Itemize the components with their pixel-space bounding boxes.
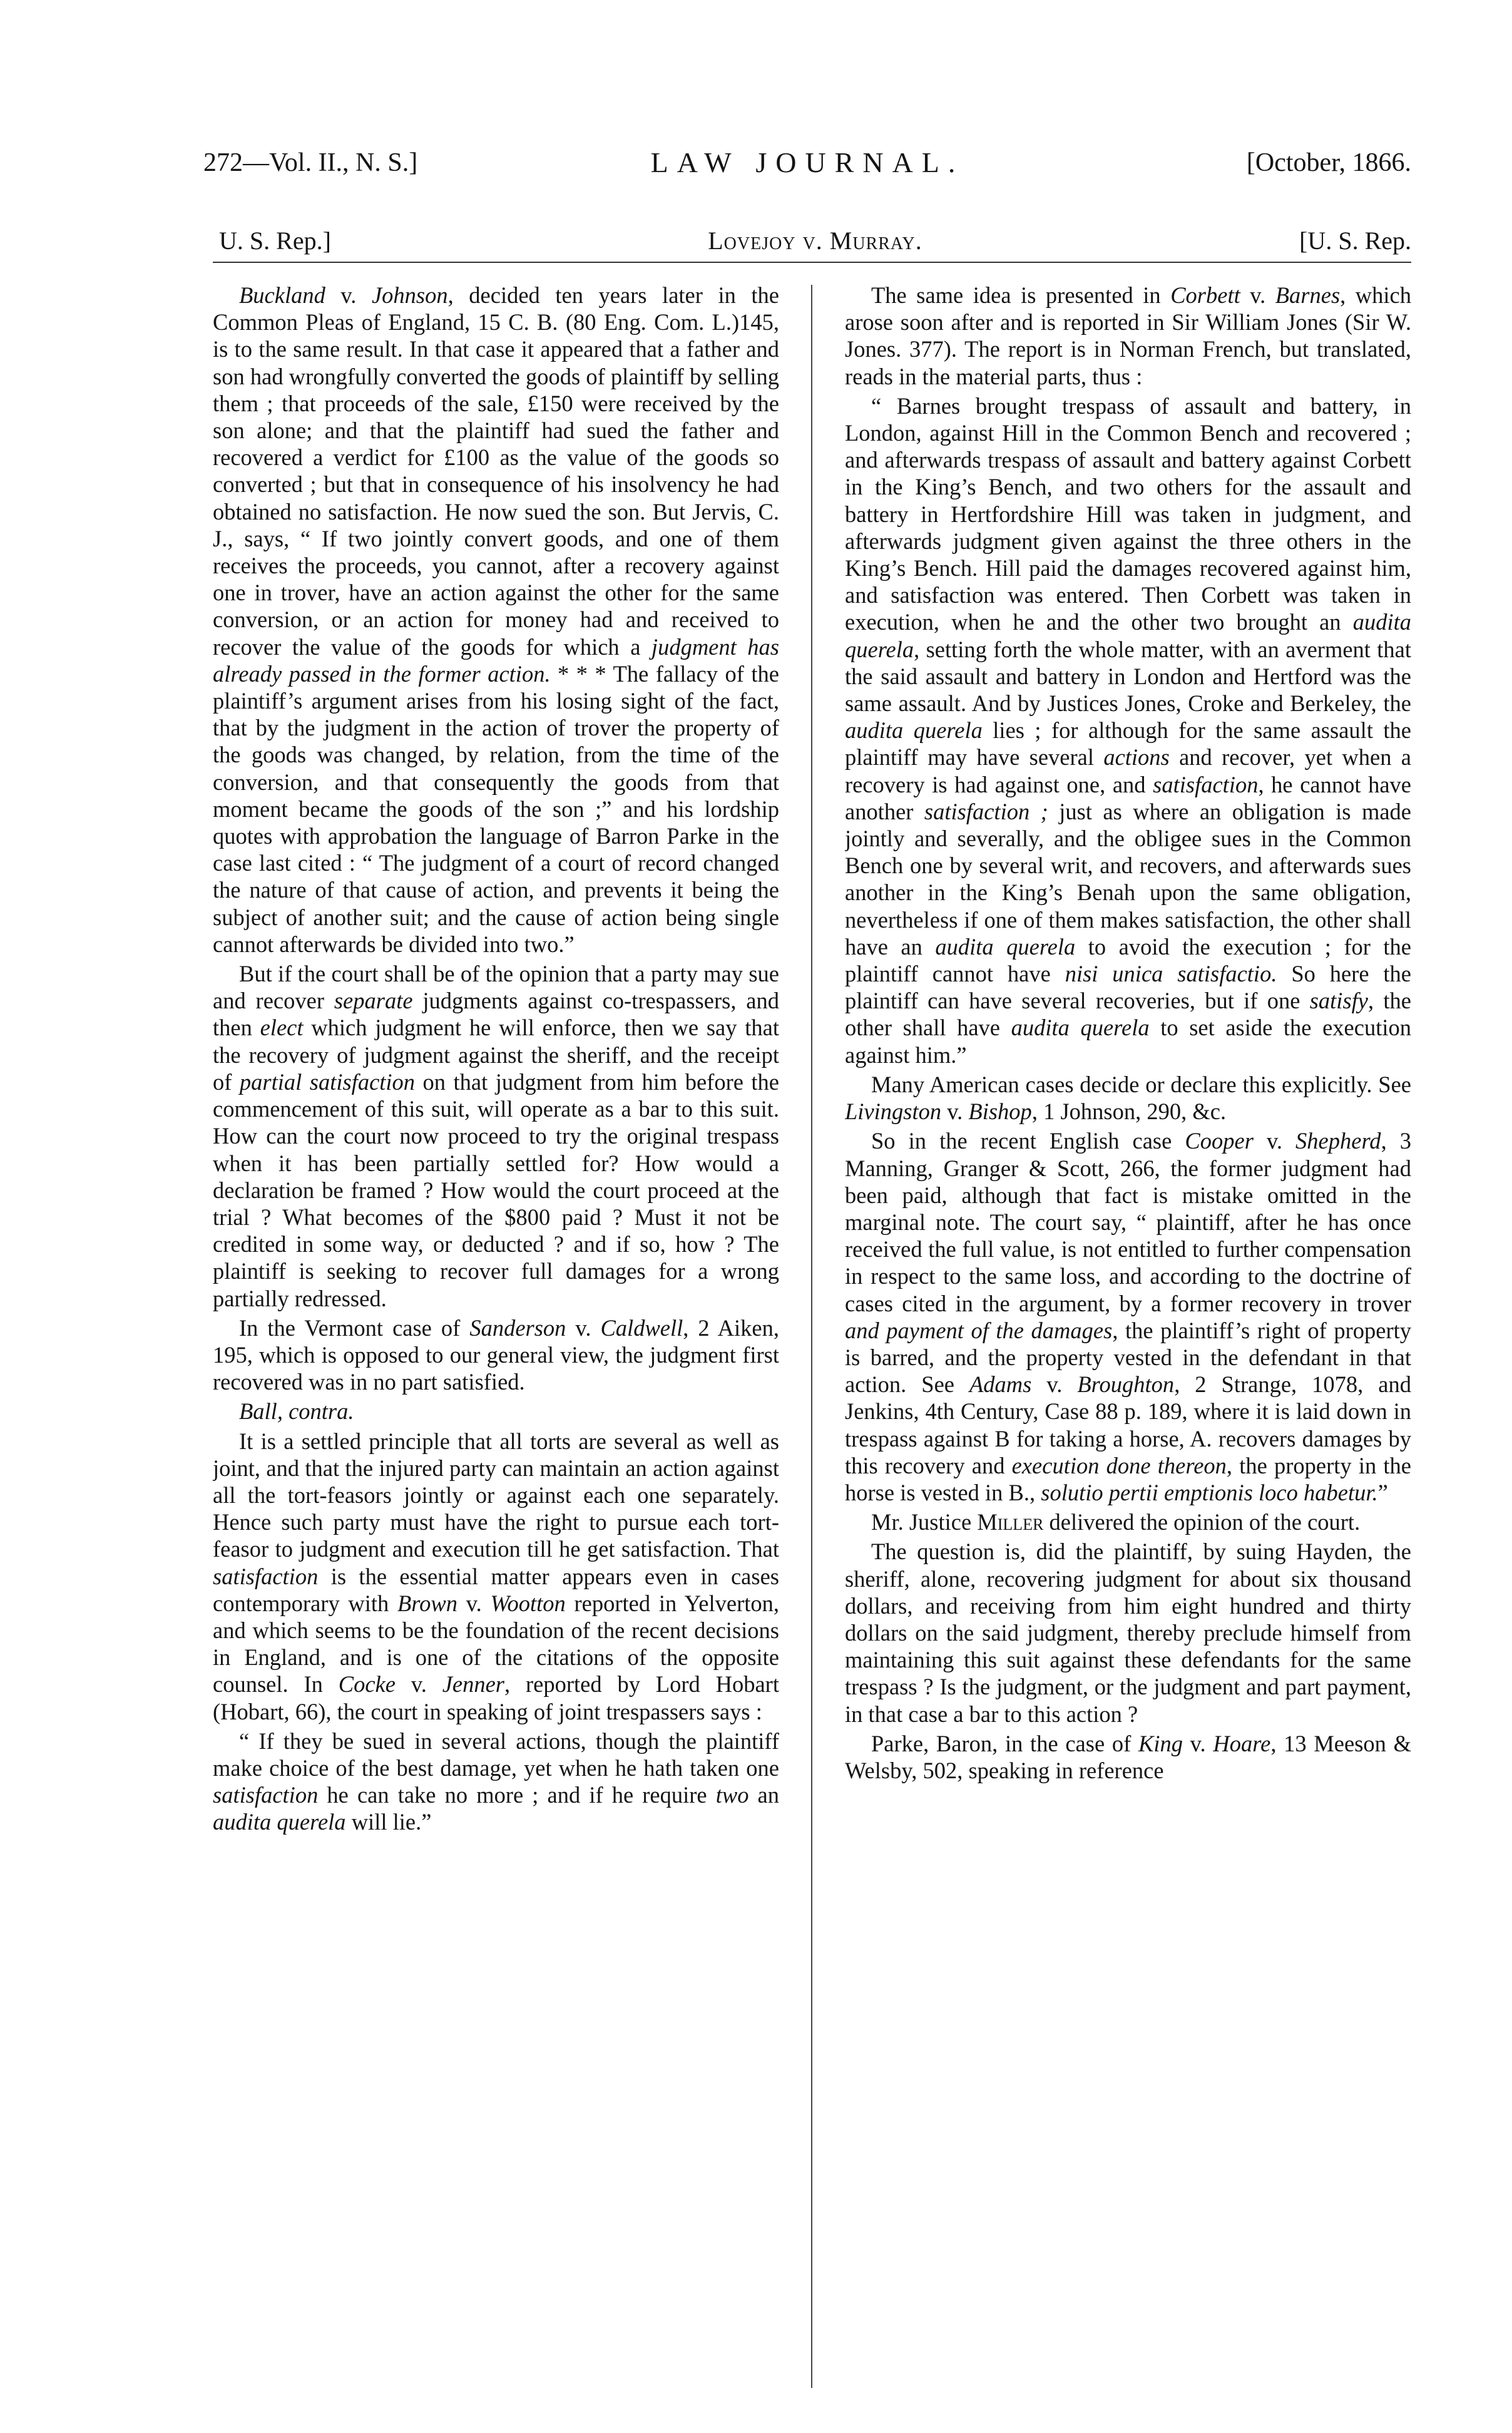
paragraph <box>213 1398 779 1425</box>
header-date: [October, 1866. <box>1246 148 1411 177</box>
paragraph: But if the court shall be of the opinion that a party may sue and recover separate judgments against co-trespassers, and then elect which judgment he will enforce, then we say that the recovery of judgment against the sheriff, and the receipt of partial satisfaction on that judgment from him before the commencement of this suit, will operate as a bar to this suit. How can the court now proceed to try the original trespass when it has been partially settled for? How would a declaration be framed ? How would the court proceed at the trial ? What becomes of the $800 paid ? Must it not be credited in some way, or deducted ? and if so, how ? The plaintiff is seeking to recover full damages for a wrong partially redressed. <box>213 961 779 1311</box>
italic-run: elect <box>260 1015 304 1041</box>
italic-run: Caldwell <box>600 1314 683 1341</box>
paragraph: In the Vermont case of Sanderson v. Caldwell, 2 Aiken, 195, which is opposed to our general view, the judgment first recovered was in no part satisfied. <box>213 1314 779 1395</box>
small-caps-run: Miller <box>977 1509 1044 1535</box>
italic-run: separate <box>334 988 413 1014</box>
italic-run: audita querela <box>1011 1015 1150 1041</box>
italic-run: Brown <box>397 1590 458 1616</box>
italic-run: satisfaction <box>213 1563 319 1589</box>
italic-run: Jenner <box>442 1671 504 1698</box>
italic-run: partial satisfaction <box>239 1068 416 1095</box>
italic-run: satisfaction <box>1153 771 1259 797</box>
italic-run: audita querela <box>845 717 983 744</box>
italic-run: Hoare <box>1213 1730 1271 1756</box>
italic-run: Buckland <box>239 282 325 308</box>
column-divider <box>811 285 812 2388</box>
paragraph: The same idea is presented in Corbett v. Barnes, which arose soon after and is reported in Sir William Jones (Sir W. Jones. 377). The report is in Norman French, but translated, reads in the material parts, thus : <box>845 282 1411 389</box>
italic-run: Sanderson <box>469 1314 566 1341</box>
italic-run: Barnes <box>1275 282 1341 308</box>
italic-run: Broughton <box>1077 1371 1175 1398</box>
italic-run: King <box>1138 1730 1183 1756</box>
paragraph: Buckland v. Johnson, decided ten years later in the Common Pleas of England, 15 C. B. (80 Eng. Com. L.)145, is to the same result. In that case it appeared that a father and son had wrongfully converted the goods of plaintiff by selling them ; that proceeds of the sale, £150 were received by the son alone; and that the plaintiff had sued the father and recovered a verdict for £100 as the value of the goods so converted ; but that in consequence of his insolvency he had obtained no satisfaction. He now sued the son. But Jervis, C. J., says, “ If two jointly convert goods, and one of them receives the proceeds, you cannot, after a recovery against one in trover, have an action against the other for the same conversion, or an action for money had and received to recover the value of the goods for which a judgment has already passed in the former action. * * * The fallacy of the plaintiff’s argument arises from his losing sight of the fact, that by the judgment in the action of trover the property of the goods was changed, by relation, from the time of the conversion, and that consequently the goods from that moment became the goods of the son ;” and his lordship quotes with approbation the language of Barron Parke in the case last cited : “ The judgment of a court of record changed the nature of that cause of action, and prevents it being the subject of another suit; and the cause of action being single cannot afterwards be divided into two.” <box>213 282 779 957</box>
italic-run: judgment has already passed in the former action. <box>213 633 779 687</box>
italic-run: Shepherd <box>1295 1128 1381 1154</box>
italic-run: and payment of the damages <box>845 1317 1113 1343</box>
italic-run: Cooper <box>1185 1128 1254 1154</box>
italic-run: audita querela <box>845 609 1411 662</box>
italic-run: execution done thereon <box>1011 1452 1227 1478</box>
case-title: Lovejoy v. Murray. <box>708 227 922 255</box>
paragraph: “ Barnes brought trespass of assault and battery, in London, against Hill in the Common Bench and recovered ; and afterwards trespass of assault and battery against Corbett in the King’s Bench, and two others for the assault and battery in Hertfordshire Hill was taken in judgment, and afterwards judgment given against the three others in the King’s Bench. Hill paid the damages recovered against him, and satisfaction was entered. Then Corbett was taken in execution, when he and the other two brought an audita querela, setting forth the whole matter, with an averment that the said assault and battery in London and Hertford was the same assault. And by Justices Jones, Croke and Berkeley, the audita querela lies ; for although for the same assault the plaintiff may have several actions and recover, yet when a recovery is had against one, and satisfaction, he cannot have another satisfaction ; just as where an obligation is made jointly and severally, and the obligee sues in the Common Bench one by several writ, and recovers, and afterwards sues another in the King’s Benah upon the same obligation, nevertheless if one of them makes satisfaction, the other shall have an audita querela to avoid the execution ; for the plaintiff cannot have nisi unica satisfactio. So here the plaintiff can have several recoveries, but if one satisfy, the other shall have audita querela to set aside the execution against him.” <box>845 392 1411 1068</box>
italic-run: satisfaction <box>213 1782 319 1808</box>
running-header <box>203 141 1411 185</box>
italic-run: solutio pertii emptionis loco habetur. <box>1041 1479 1378 1505</box>
italic-run: nisi unica satisfactio. <box>1065 961 1277 987</box>
italic-run: Adams <box>969 1371 1032 1398</box>
italic-run: Cocke <box>338 1671 396 1698</box>
paragraph: So in the recent English case Cooper v. Shepherd, 3 Manning, Granger & Scott, 266, the former judgment had been paid, although that fact is mistake omitted in the marginal note. The court say, “ plaintiff, after he has once received the full value, is not entitled to further compensation in respect to the same loss, and according to the doctrine of cases cited in the argument, by a former recovery in trover and payment of the damages, the plaintiff’s right of property is barred, and the property vested in the defendant in that action. See Adams v. Broughton, 2 Strange, 1078, and Jenkins, 4th Century, Case 88 p. 189, where it is laid down in trespass against B for taking a horse, A. recovers damages by this recovery and execution done thereon, the property in the horse is vested in B., solutio pertii emptionis loco habetur.” <box>845 1128 1411 1505</box>
reporter-left: U. S. Rep.] <box>219 227 331 255</box>
italic-run: satisfy <box>1309 988 1368 1014</box>
italic-run: Corbett <box>1170 282 1240 308</box>
paragraph: Many American cases decide or declare this explicitly. See Livingston v. Bishop, 1 Johnson, 290, &c. <box>845 1071 1411 1125</box>
left-column <box>213 282 779 2410</box>
italic-run: Wootton <box>490 1590 566 1616</box>
header-journal-title: LAW JOURNAL. <box>650 146 964 178</box>
paragraph: The question is, did the plaintiff, by suing Hayden, the sheriff, alone, recovering judgment for about six thousand dollars, and receiving from him eight hundred and thirty dollars on the said judgment, thereby preclude himself from maintaining this suit against these defendants for the same trespass ? Is the judgment, or the judgment and part payment, in that case a bar to this action ? <box>845 1539 1411 1727</box>
italic-run: Livingston <box>845 1099 942 1125</box>
italic-run: Johnson <box>371 282 448 308</box>
italic-run: actions <box>1103 744 1170 771</box>
paragraph: Parke, Baron, in the case of King v. Hoare, 13 Meeson & Welsby, 502, speaking in reference <box>845 1730 1411 1783</box>
italic-run: two <box>715 1782 749 1808</box>
right-column <box>845 282 1411 2410</box>
header-volume: 272—Vol. II., N. S.] <box>203 148 418 177</box>
header-rule <box>213 262 1411 263</box>
reporter-right: [U. S. Rep. <box>1299 227 1411 255</box>
italic-run: Ball, contra. <box>239 1398 354 1425</box>
italic-run: audita querela <box>213 1809 346 1835</box>
paragraph: Mr. Justice Miller delivered the opinion of the court. <box>871 1509 1361 1535</box>
italic-run: satisfaction ; <box>924 798 1048 824</box>
case-header <box>219 222 1411 260</box>
italic-run: audita querela <box>935 933 1076 960</box>
paragraph: It is a settled principle that all torts are several as well as joint, and that the injured party can maintain an action against all the tort-feasors jointly or against each one separately. Hence such party must have the right to pursue each tort-feasor to judgment and execution till he get satisfaction. That satisfaction is the essential matter appears even in cases contemporary with Brown v. Wootton reported in Yelverton, and which seems to be the foundation of the recent decisions in England, and is one of the citations of the opposite counsel. In Cocke v. Jenner, reported by Lord Hobart (Hobart, 66), the court in speaking of joint trespassers says : <box>213 1428 779 1724</box>
paragraph: “ If they be sued in several actions, though the plaintiff make choice of the best damage, yet when he hath taken one satisfaction he can take no more ; and if he require two an audita querela will lie.” <box>213 1728 779 1835</box>
italic-run: Bishop <box>968 1099 1032 1125</box>
